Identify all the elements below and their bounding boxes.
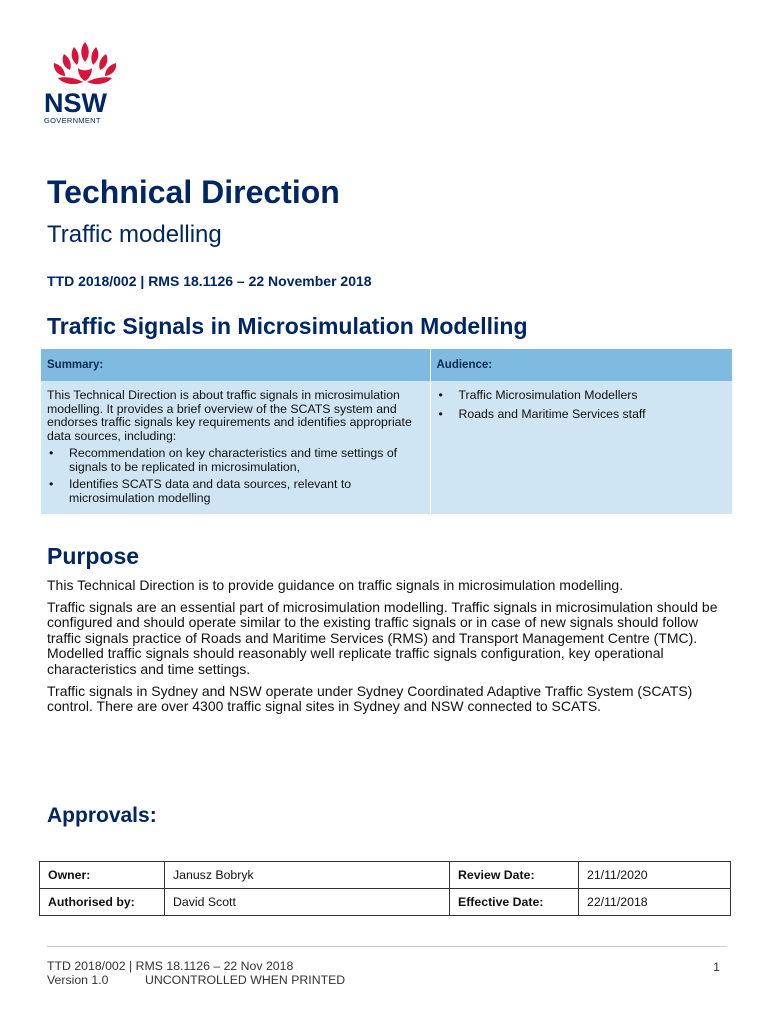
purpose-paragraph: Traffic signals in Sydney and NSW operate under Sydney Coordinated Adaptive Traffic System (SCATS) control. There are over 4300 traffic signal sites in Sydney and NSW connected to SCATS. [47,682,693,715]
waratah-flower-icon [44,38,126,88]
summary-header: Summary: [41,349,430,381]
logo-wordmark: NSW [44,88,107,118]
audience-list [437,389,727,421]
authorised-by-value: David Scott [165,889,450,916]
summary-list-item: • Identifies SCATS data and data sources, relevant to microsimulation modelling [47,478,424,505]
summary-list-item: • Recommendation on key characteristics and time settings of signals to be replicated in microsimulation, [47,447,424,474]
footer-reference: TTD 2018/002 | RMS 18.1126 – 22 Nov 2018 [47,959,294,973]
purpose-paragraph: This Technical Direction is to provide guidance on traffic signals in microsimulation modelling. [47,577,624,593]
owner-label: Owner: [40,862,165,889]
audience-list-item: • Traffic Microsimulation Modellers [437,389,727,403]
purpose-heading: Purpose [47,543,140,569]
audience-header: Audience: [430,349,732,381]
approvals-table [39,861,731,916]
summary-cell [41,381,430,514]
section-title: Traffic Signals in Microsimulation Modelling [47,313,528,339]
footer-version: Version 1.0 [47,972,109,987]
nsw-government-logo [44,38,126,125]
document-title: Technical Direction [47,174,340,210]
summary-audience-table [41,349,732,514]
logo-government-label: GOVERNMENT [44,116,101,125]
purpose-body [47,578,727,721]
summary-text: This Technical Direction is about traffic signals in microsimulation modelling. It provides a brief overview of the SCATS system and endorses traffic signals key requirements and identifies appropriate data sources, including: [47,388,412,443]
document-reference: TTD 2018/002 | RMS 18.1126 – 22 November 2018 [47,273,372,289]
review-date-value: 21/11/2020 [579,862,731,889]
table-row [40,862,731,889]
effective-date-label: Effective Date: [450,889,579,916]
effective-date-value: 22/11/2018 [579,889,731,916]
page-footer [47,960,345,987]
footer-notice: UNCONTROLLED WHEN PRINTED [145,972,346,987]
review-date-label: Review Date: [450,862,579,889]
page-number: 1 [713,960,720,974]
table-row [40,889,731,916]
summary-list [47,447,424,505]
purpose-paragraph: Traffic signals are an essential part of microsimulation modelling. Traffic signals in microsimulation should be configured and should operate similar to the existing traffic signals or in case of new signals should follow traffic signals practice of Roads and Maritime Services (RMS) and Transport Management Centre (TMC). Modelled traffic signals should reasonably well replicate traffic signals configuration, key operational characteristics and time settings. [47,598,718,677]
audience-cell [430,381,732,514]
authorised-by-label: Authorised by: [40,889,165,916]
document-subtitle: Traffic modelling [47,221,222,248]
owner-value: Janusz Bobryk [165,862,450,889]
approvals-heading: Approvals: [47,804,157,827]
audience-list-item: • Roads and Maritime Services staff [437,408,727,422]
footer-divider [47,946,727,947]
